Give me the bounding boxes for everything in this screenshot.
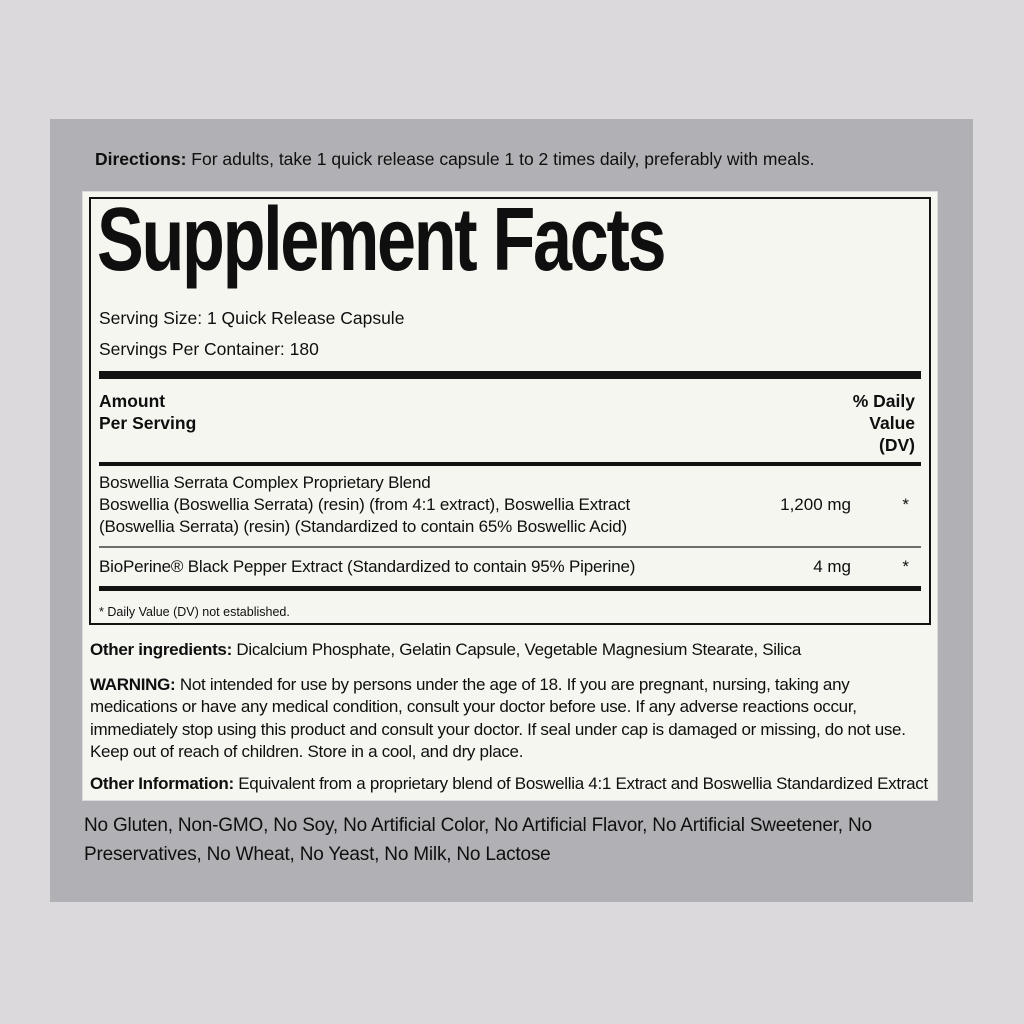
directions <box>95 149 965 170</box>
ingredient-dv: * <box>902 495 909 514</box>
warning-text: Not intended for use by persons under the age of 18. If you are pregnant, nursing, taking any medications or have any medical condition, consult your doctor before use. If any adverse reactions occur, immediately stop using this product and consult your doctor. If seal under cap is damaged or missing, do not use. Keep out of reach of children. Store in a cool, and dry place. <box>90 674 906 761</box>
other-ingredients <box>90 639 930 662</box>
ingredient-row <box>99 466 921 543</box>
ingredient-name-line1: Boswellia Serrata Complex Proprietary Blend <box>99 473 431 492</box>
directions-label: Directions: <box>95 149 187 169</box>
other-ingredients-label: Other ingredients: <box>90 640 232 659</box>
serving-size: Serving Size: 1 Quick Release Capsule <box>99 308 405 328</box>
divider-thin-row <box>99 546 921 548</box>
supplement-facts-box <box>89 197 931 625</box>
other-information-label: Other Information: <box>90 773 234 793</box>
label-paragraphs <box>90 625 930 795</box>
ingredient-name-line2: Boswellia (Boswellia Serrata) (resin) (from 4:1 extract), Boswellia Extract <box>99 495 631 514</box>
ingredient-amount: 4 mg <box>813 557 851 576</box>
supplement-label-sheet <box>83 192 937 800</box>
column-header-daily-value <box>853 390 921 456</box>
ingredient-name-line1: BioPerine® Black Pepper Extract (Standardized to contain 95% Piperine) <box>99 557 636 576</box>
column-header-amount <box>99 390 196 456</box>
column-header-amount-line1: Amount <box>99 391 166 411</box>
claims-text: No Gluten, Non-GMO, No Soy, No Artificial Color, No Artificial Flavor, No Artificial Sweetener, No Preservatives, No Wheat, No Yeast, No Milk, No Lactose <box>84 815 872 865</box>
dv-footnote: * Daily Value (DV) not established. <box>99 605 290 619</box>
ingredient-row <box>99 551 921 584</box>
ingredient-dv: * <box>902 557 909 576</box>
ingredient-name <box>99 472 721 538</box>
divider-thick-top <box>99 371 921 379</box>
other-information-text: Equivalent from a proprietary blend of Boswellia 4:1 Extract and Boswellia Standardized Extract <box>238 773 928 793</box>
ingredient-name <box>99 556 721 578</box>
servings-per-container: Servings Per Container: 180 <box>99 339 319 359</box>
column-header-dv-line2: Value <box>869 413 915 433</box>
divider-thick-bottom <box>99 586 921 591</box>
warning <box>90 674 930 764</box>
column-header-dv-line3: (DV) <box>879 435 915 455</box>
ingredient-name-line3: (Boswellia Serrata) (resin) (Standardized to contain 65% Boswellic Acid) <box>99 517 627 536</box>
column-header-amount-line2: Per Serving <box>99 413 197 433</box>
directions-text: For adults, take 1 quick release capsule 1 to 2 times daily, preferably with meals. <box>191 149 815 169</box>
ingredient-amount: 1,200 mg <box>780 495 851 514</box>
warning-label: WARNING: <box>90 674 176 694</box>
other-information <box>90 773 930 796</box>
column-header-dv-line1: % Daily <box>852 391 915 411</box>
other-ingredients-text: Dicalcium Phosphate, Gelatin Capsule, Vegetable Magnesium Stearate, Silica <box>236 640 802 659</box>
table-header-row <box>99 390 921 456</box>
supplement-facts-title: Supplement Facts <box>97 197 665 290</box>
label-panel <box>50 119 973 902</box>
